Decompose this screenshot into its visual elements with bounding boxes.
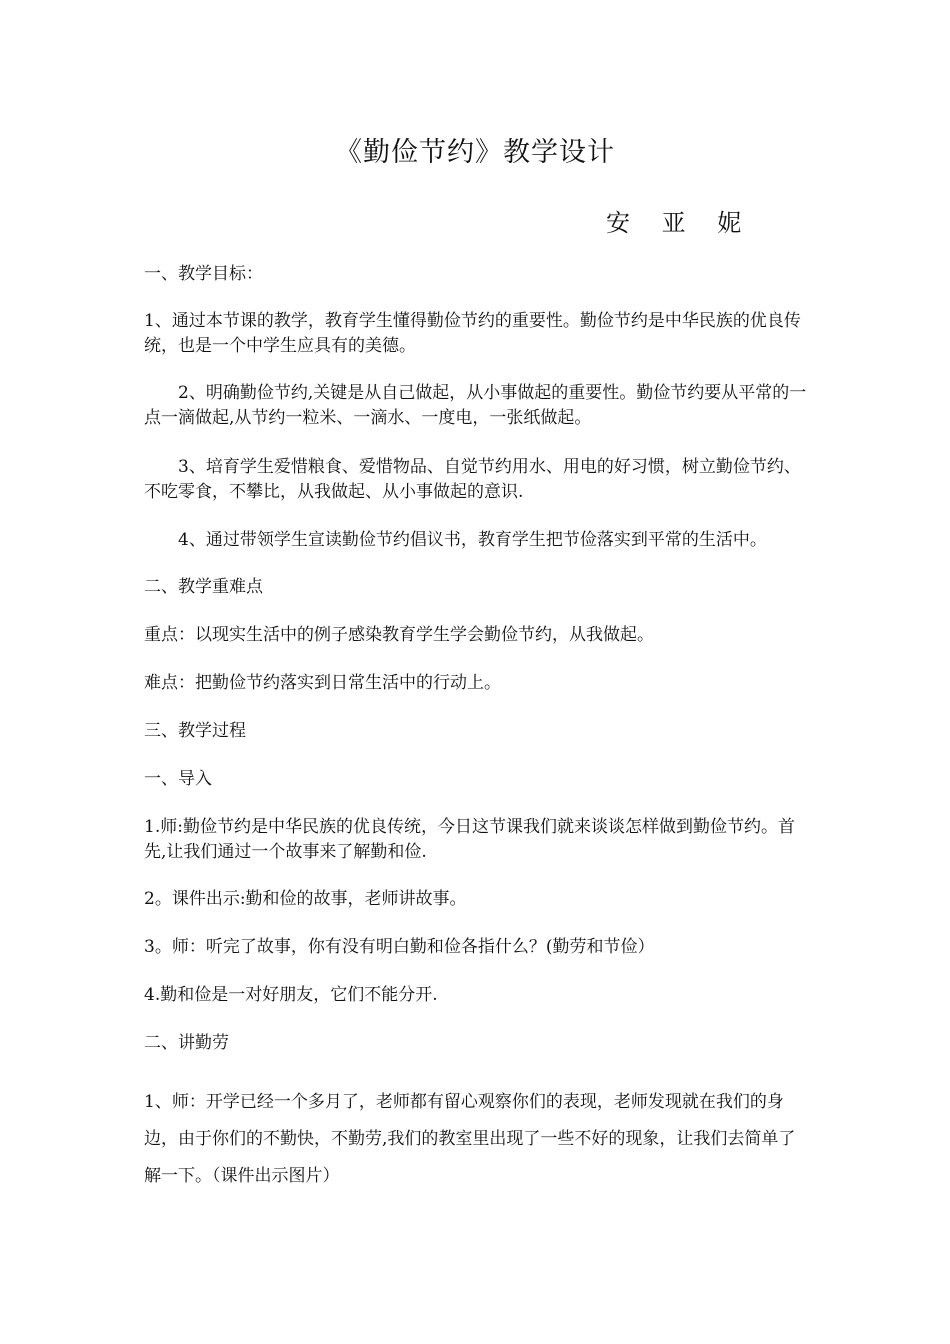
- intro-3: 3。师：听完了故事，你有没有明白勤和俭各指什么？(勤劳和节俭）: [144, 937, 655, 957]
- key-point: 重点：以现实生活中的例子感染教育学生学会勤俭节约，从我做起。: [144, 625, 654, 645]
- key-points-heading: 二、教学重难点: [144, 577, 263, 597]
- intro-1: 1.师:勤俭节约是中华民族的优良传统，今日这节课我们就来谈谈怎样做到勤俭节约。首先,让我们通过一个故事来了解勤和俭.: [144, 817, 795, 862]
- document-body: [144, 262, 808, 1195]
- document-title: 《勤俭节约》教学设计: [335, 137, 615, 168]
- intro-4: 4.勤和俭是一对好朋友，它们不能分开.: [144, 985, 438, 1005]
- diligence-heading: 二、讲勤劳: [144, 1033, 229, 1053]
- process-heading: 三、教学过程: [144, 721, 246, 741]
- objective-3: 3、培育学生爱惜粮食、爱惜物品、自觉节约用水、用电的好习惯，树立勤俭节约、不吃零食，不攀比，从我做起、从小事做起的意识.: [144, 457, 801, 502]
- diligence-1: 1、师：开学已经一个多月了，老师都有留心观察你们的表现，老师发现就在我们的身边，由于你们的不勤快，不勤劳,我们的教室里出现了一些不好的现象，让我们去简单了解一下。（课件出示图片）: [144, 1092, 796, 1186]
- intro-heading: 一、导入: [144, 769, 212, 789]
- objective-1: 1、通过本节课的教学，教育学生懂得勤俭节约的重要性。勤俭节约是中华民族的优良传统，也是一个中学生应具有的美德。: [144, 311, 801, 356]
- objective-2: 2、明确勤俭节约,关键是从自己做起，从小事做起的重要性。勤俭节约要从平常的一点一滴做起,从节约一粒米、一滴水、一度电，一张纸做起。: [144, 383, 807, 428]
- intro-2: 2。课件出示:勤和俭的故事，老师讲故事。: [144, 889, 467, 909]
- document-author: 安 亚 妮: [606, 209, 754, 237]
- difficult-point: 难点：把勤俭节约落实到日常生活中的行动上。: [144, 673, 501, 693]
- objective-4: 4、通过带领学生宣读勤俭节约倡议书，教育学生把节俭落实到平常的生活中。: [178, 530, 767, 550]
- objectives-heading: 一、教学目标：: [144, 264, 263, 284]
